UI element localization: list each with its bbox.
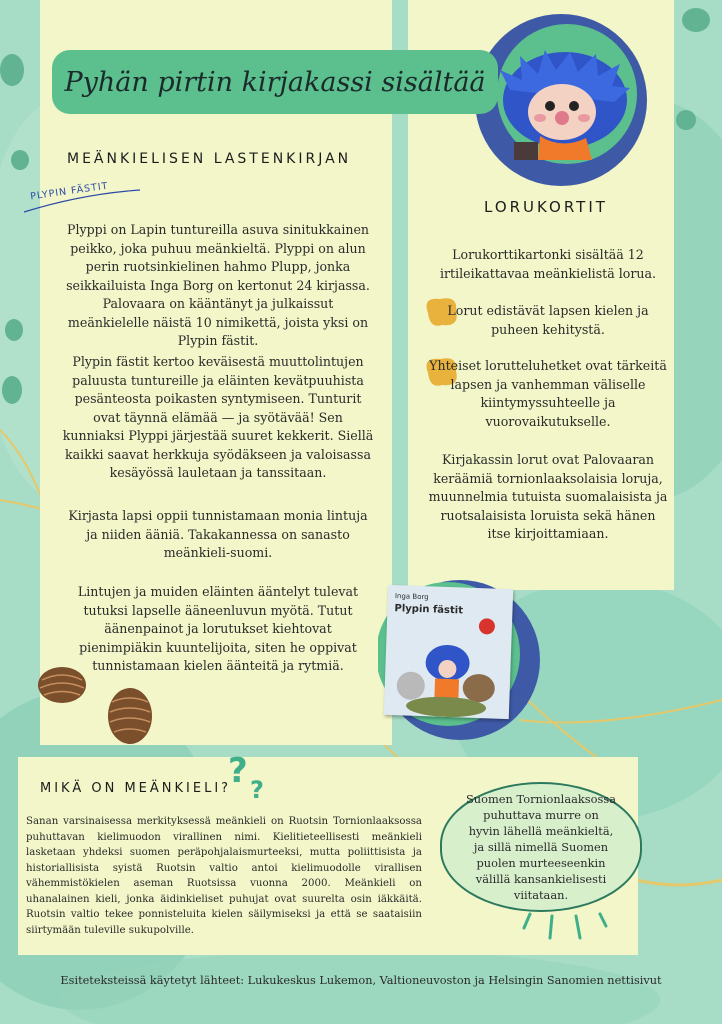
book-tag: PLYPIN FÄSTIT xyxy=(29,180,110,203)
info-bubble-text: Suomen Tornionlaaksossa puhuttava murre on hyvin lähellä meänkieltä, ja sillä nimellä Suomen puolen murteeseenkin välillä kansankielisesti viitataan. xyxy=(466,792,616,902)
page-title: Pyhän pirtin kirjakassi sisältää xyxy=(64,66,486,98)
right-paragraph-4: Kirjakassin lorut ovat Palovaaran keräämiä tornionlaaksolaisia loruja, muunnelmia tutuista suomalaisista ja ruotsalaisista loruista sekä hänen itse kirjoittamiaan. xyxy=(428,452,668,541)
right-paragraph-3: Yhteiset lorutteluhetket ovat tärkeitä lapsen ja vanhemman väliselle kiintymyssuhteelle ja vuorovaikutukselle. xyxy=(429,358,667,429)
left-paragraph-4: Lintujen ja muiden eläinten ääntelyt tulevat tutuksi lapselle ääneenluvun myötä. Tutut äänenpainot ja lorutukset kiehtovat pienimpiäkin kuuntelijoita, siten he oppivat tunnistamaan kielen äänteitä ja rytmiä. xyxy=(77,584,359,673)
right-section-heading: LORUKORTIT xyxy=(484,198,608,216)
burst-lines-icon xyxy=(520,908,610,948)
troll-portrait xyxy=(500,50,630,160)
book-cover xyxy=(384,585,513,719)
meankieli-description: Sanan varsinaisessa merkityksessä meänkieli on Ruotsin Tornionlaaksossa puhuttavan kielimuodon virallinen nimi. Kielitieteellisesti meänkieli lasketaan yhdeksi suomen peräpohjalaismurteeksi, mutta poliittisista ja historiallisista syistä Ruotsin valtio antoi kielimuodolle virallisen vähemmistökielen aseman Ruotsissa vuonna 2000. Meänkieli on uhanalainen kieli, jonka äidinkieliset puhujat ovat suurelta osin iäkkäitä. Ruotsin valtio tekee ponnisteluita kielen säilymiseksi ja että se saataisiin siirtymään tuleville sukupolville. xyxy=(26,816,422,936)
info-bubble xyxy=(440,782,642,912)
svg-text:?: ? xyxy=(250,776,264,804)
left-paragraph-2: Plypin fästit kertoo keväisestä muuttolintujen paluusta tuntureille ja eläinten kevätpuuhista pesänteosta poikasten syntymiseen. Tunturit ovat täynnä elämää — ja syötävää! Sen kunniaksi Plyppi järjestää suuret kekkerit. Siellä kaikki saavat herkkuja syödäkseen ja valoisassa kesäyössä lauletaan ja tanssitaan. xyxy=(62,354,374,480)
left-paragraph-3: Kirjasta lapsi oppii tunnistamaan monia lintuja ja niiden ääniä. Takakannessa on sanasto meänkieli-suomi. xyxy=(68,508,368,560)
title-banner xyxy=(52,50,498,114)
question-marks-icon xyxy=(228,744,278,804)
svg-text:?: ? xyxy=(228,751,248,791)
pine-cone-icon xyxy=(32,660,92,710)
footer-sources: Esiteteksteissä käytetyt lähteet: Lukukeskus Lukemon, Valtioneuvoston ja Helsingin Sanomien nettisivut xyxy=(60,974,662,987)
right-paragraph-2: Lorut edistävät lapsen kielen ja puheen kehitystä. xyxy=(447,303,649,337)
bottom-heading: MIKÄ ON MEÄNKIELI? xyxy=(40,781,232,796)
book-title: Plypin fästit xyxy=(394,603,464,617)
book-illustration xyxy=(384,615,512,719)
pine-cone-icon xyxy=(100,678,160,748)
left-paragraph-1: Plyppi on Lapin tuntureilla asuva sinitukkainen peikko, joka puhuu meänkieltä. Plyppi on alun perin ruotsinkielinen hahmo Plupp, jonka seikkailuista Inga Borg on kertonut 24 kirjassa. Palovaara on kääntänyt ja julkaissut meänkielelle näistä 10 nimikettä, joista yksi on Plypin fästit. xyxy=(66,222,370,348)
left-section-heading: MEÄNKIELISEN LASTENKIRJAN xyxy=(67,151,352,167)
right-paragraph-1: Lorukorttikartonki sisältää 12 irtileikattavaa meänkielistä lorua. xyxy=(439,247,657,281)
book-author: Inga Borg xyxy=(394,592,429,602)
